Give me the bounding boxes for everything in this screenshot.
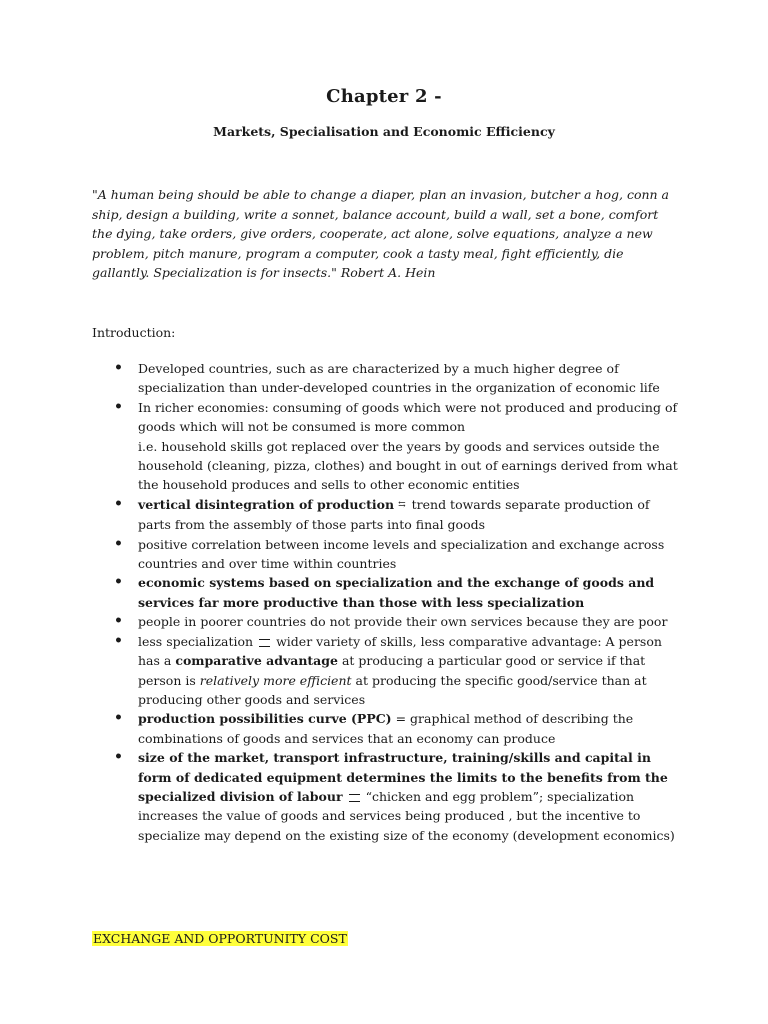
- bullet-list: [92, 359, 682, 845]
- bullet-text: = graphical method of describing the combinations of goods and services that an economy can produce: [138, 711, 634, 746]
- chapter-subtitle: Markets, Specialisation and Economic Efficiency: [213, 124, 555, 139]
- double-arrow-icon: ⇆: [398, 499, 406, 510]
- bullet-item-vertical-disintegration: [92, 495, 682, 535]
- bullet-bold-term: vertical disintegration of production: [138, 496, 395, 512]
- bullet-item-income-correlation: [92, 535, 682, 574]
- bullet-subtext: i.e. household skills got replaced over the years by goods and services outside the household (cleaning, pizza, clothes) and bought in out of earnings derived from what the household produces and sells to other economic entities: [138, 438, 678, 493]
- bullet-text: wider variety of skills, less comparative advantage: A person has a: [138, 633, 662, 669]
- bullet-italic-term: relatively more efficient: [199, 672, 352, 688]
- implies-icon: [259, 639, 270, 647]
- bullet-text: “chicken and egg problem”; specialization increases the value of goods and services being produced , but the incentive to specialize may depend on the existing size of the economy (development economics): [138, 788, 675, 843]
- bullet-text: positive correlation between income levels and specialization and exchange across countries and over time within countries: [138, 536, 665, 572]
- bullet-text: people in poorer countries do not provide their own services because they are poor: [138, 614, 668, 630]
- chapter-title: Chapter 2 -: [326, 86, 442, 107]
- bullet-item-richer-economies: [92, 398, 682, 495]
- introduction-label: Introduction:: [92, 325, 176, 340]
- epigraph-quote: "A human being should be able to change a diaper, plan an invasion, butcher a hog, conn a ship, design a building, write a sonnet, balance account, build a wall, set a bone, comfort the dying, take orders, give orders, cooperate, act alone, solve equations, analyze a new problem, pitch manure, program a computer, cook a tasty meal, fight efficiently, die gallantly. Specialization is for insects." Robert A. Hein: [92, 187, 670, 280]
- bullet-text: • In richer economies: consuming of goods which were not produced and producing of goods which will not be consumed is more common: [138, 399, 678, 435]
- bullet-bold-term: comparative advantage: [175, 653, 338, 669]
- bullet-text: economic systems based on specialization and the exchange of goods and services far more productive than those with less specialization: [138, 575, 655, 610]
- bullet-item-less-specialization: [92, 632, 682, 710]
- bullet-item-developed-countries: [92, 359, 682, 398]
- bullet-item-poorer-countries: [92, 612, 682, 631]
- implies-icon: [349, 794, 360, 802]
- bullet-bold-term: size of the market, transport infrastructure, training/skills and capital in form of dedicated equipment determines the limits to the benefits from the specialized division of labour: [138, 750, 668, 804]
- bullet-item-ppc: [92, 709, 682, 748]
- bullet-text: less specialization: [138, 633, 254, 649]
- bullet-item-economic-systems: [92, 573, 682, 612]
- bullet-item-market-size: [92, 748, 682, 845]
- bullet-text: at producing the specific good/service than at producing other goods and services: [138, 672, 647, 707]
- bullet-text: at producing a particular good or service if that person is: [138, 653, 646, 688]
- bullet-text: trend towards separate production of parts from the assembly of those parts into final goods: [138, 496, 650, 533]
- section-heading-highlighted: EXCHANGE AND OPPORTUNITY COST: [93, 931, 347, 946]
- bullet-text: Developed countries, such as are characterized by a much higher degree of specialization than under-developed countries in the organization of economic life: [138, 361, 660, 396]
- bullet-bold-term: production possibilities curve (PPC): [138, 711, 392, 727]
